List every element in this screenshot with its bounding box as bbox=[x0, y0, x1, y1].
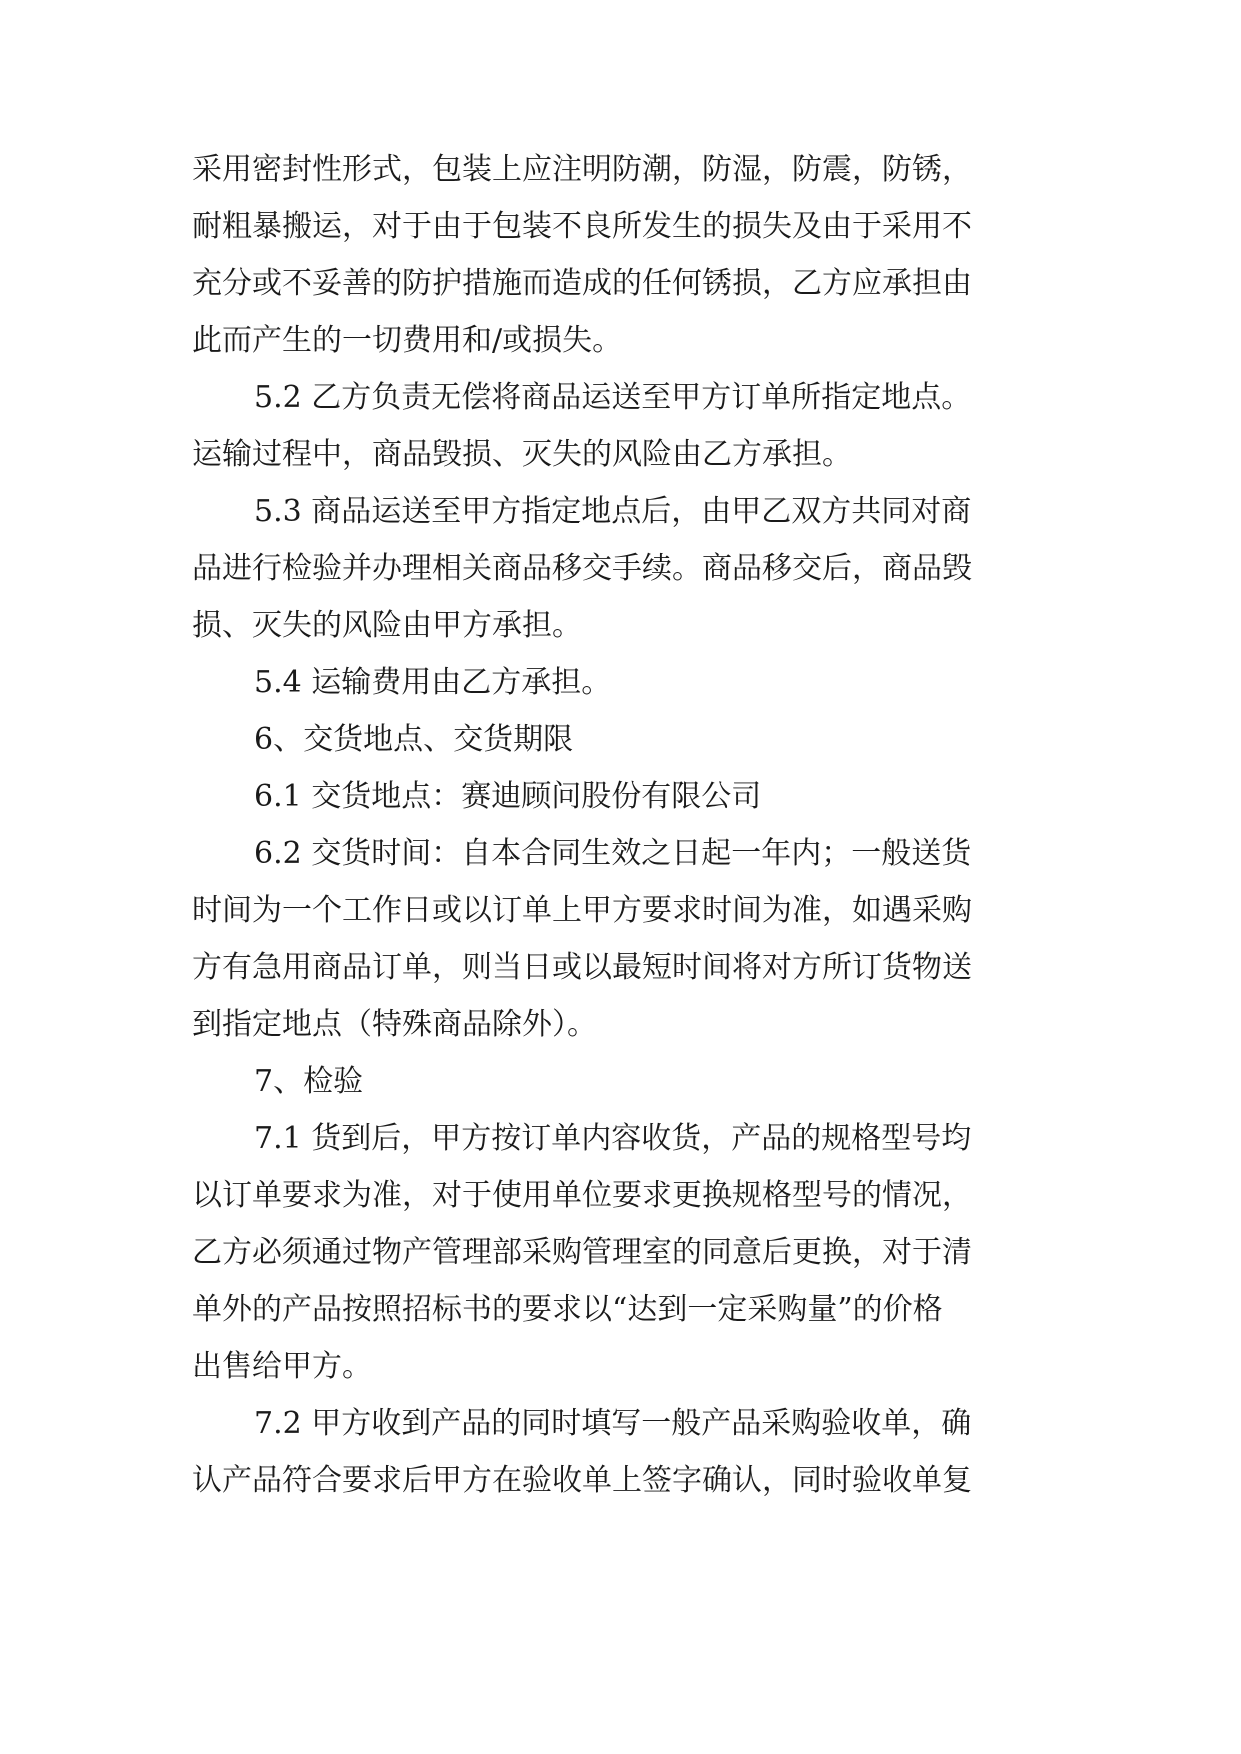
paragraph-line: 时间为一个工作日或以订单上甲方要求时间为准，如遇采购 bbox=[192, 893, 972, 928]
clause-7-2: 7.2 甲方收到产品的同时填写一般产品采购验收单，确 bbox=[254, 1406, 972, 1441]
section-heading-7: 7、检验 bbox=[254, 1064, 364, 1099]
clause-7-1: 7.1 货到后，甲方按订单内容收货，产品的规格型号均 bbox=[254, 1121, 972, 1156]
paragraph-line: 以订单要求为准，对于使用单位要求更换规格型号的情况， bbox=[192, 1178, 972, 1213]
section-heading-6: 6、交货地点、交货期限 bbox=[254, 722, 574, 757]
paragraph-line: 耐粗暴搬运，对于由于包装不良所发生的损失及由于采用不 bbox=[192, 209, 972, 244]
paragraph-line: 认产品符合要求后甲方在验收单上签字确认，同时验收单复 bbox=[192, 1463, 972, 1498]
clause-6-1: 6.1 交货地点：赛迪顾问股份有限公司 bbox=[254, 779, 762, 814]
paragraph-line: 出售给甲方。 bbox=[192, 1349, 372, 1384]
paragraph-line: 此而产生的一切费用和/或损失。 bbox=[192, 323, 623, 358]
paragraph-line: 损、灭失的风险由甲方承担。 bbox=[192, 608, 582, 643]
paragraph-line: 运输过程中，商品毁损、灭失的风险由乙方承担。 bbox=[192, 437, 852, 472]
paragraph-line: 到指定地点（特殊商品除外）。 bbox=[192, 1007, 597, 1042]
paragraph-line: 品进行检验并办理相关商品移交手续。商品移交后，商品毁 bbox=[192, 551, 972, 586]
paragraph-line: 采用密封性形式，包装上应注明防潮，防湿，防震，防锈， bbox=[192, 152, 972, 187]
clause-5-4: 5.4 运输费用由乙方承担。 bbox=[254, 665, 612, 700]
paragraph-line: 单外的产品按照招标书的要求以“达到一定采购量”的价格 bbox=[192, 1292, 943, 1327]
paragraph-line: 方有急用商品订单，则当日或以最短时间将对方所订货物送 bbox=[192, 950, 972, 985]
paragraph-line: 充分或不妥善的防护措施而造成的任何锈损，乙方应承担由 bbox=[192, 266, 972, 301]
clause-5-2: 5.2 乙方负责无偿将商品运送至甲方订单所指定地点。 bbox=[254, 380, 972, 415]
paragraph-line: 乙方必须通过物产管理部采购管理室的同意后更换，对于清 bbox=[192, 1235, 972, 1270]
clause-5-3: 5.3 商品运送至甲方指定地点后，由甲乙双方共同对商 bbox=[254, 494, 972, 529]
clause-6-2: 6.2 交货时间：自本合同生效之日起一年内；一般送货 bbox=[254, 836, 972, 871]
